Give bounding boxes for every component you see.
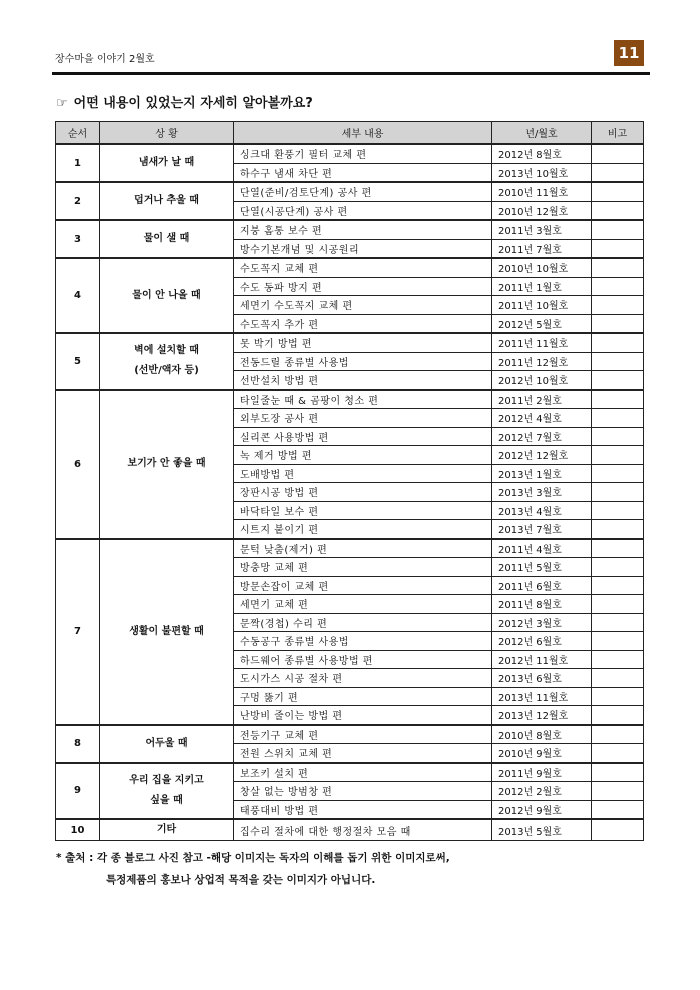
situation-cell bbox=[100, 539, 234, 725]
detail-cell: 하수구 냄새 차단 편 bbox=[234, 163, 492, 182]
issue-cell: 2012년 3월호 bbox=[492, 613, 592, 632]
table-row bbox=[56, 333, 644, 352]
issue-cell: 2012년 4월호 bbox=[492, 409, 592, 428]
detail-cell: 방수기본개념 및 시공원리 bbox=[234, 239, 492, 258]
column-header-order: 순서 bbox=[56, 122, 100, 145]
detail-cell: 도배방법 편 bbox=[234, 464, 492, 483]
issue-cell: 2011년 8월호 bbox=[492, 595, 592, 614]
issue-cell: 2012년 10월호 bbox=[492, 371, 592, 390]
situation-cell bbox=[100, 220, 234, 258]
order-cell: 7 bbox=[56, 539, 100, 725]
remarks-cell bbox=[592, 520, 644, 539]
situation-line: 덥거나 추울 때 bbox=[134, 195, 199, 206]
remarks-cell bbox=[592, 763, 644, 782]
remarks-cell bbox=[592, 744, 644, 763]
order-cell: 10 bbox=[56, 819, 100, 841]
issue-cell: 2010년 8월호 bbox=[492, 725, 592, 744]
remarks-cell bbox=[592, 314, 644, 333]
detail-cell: 하드웨어 종류별 사용방법 편 bbox=[234, 650, 492, 669]
detail-cell: 단열(시공단계) 공사 편 bbox=[234, 201, 492, 220]
remarks-cell bbox=[592, 239, 644, 258]
table-group bbox=[56, 539, 644, 725]
issue-cell: 2013년 10월호 bbox=[492, 163, 592, 182]
issue-cell: 2013년 12월호 bbox=[492, 706, 592, 725]
issue-cell: 2010년 12월호 bbox=[492, 201, 592, 220]
remarks-cell bbox=[592, 613, 644, 632]
remarks-cell bbox=[592, 632, 644, 651]
detail-cell: 전등기구 교체 편 bbox=[234, 725, 492, 744]
situation-cell bbox=[100, 182, 234, 220]
detail-cell: 전원 스위치 교체 편 bbox=[234, 744, 492, 763]
detail-cell: 세면기 수도꼭지 교체 편 bbox=[234, 296, 492, 315]
detail-cell: 타일줄눈 때 & 곰팡이 청소 편 bbox=[234, 390, 492, 409]
remarks-cell bbox=[592, 687, 644, 706]
remarks-cell bbox=[592, 819, 644, 841]
order-cell: 5 bbox=[56, 333, 100, 390]
detail-cell: 창살 없는 방범창 편 bbox=[234, 782, 492, 801]
table-row bbox=[56, 182, 644, 201]
remarks-cell bbox=[592, 220, 644, 239]
column-header-remarks: 비고 bbox=[592, 122, 644, 145]
situation-line: 물이 샐 때 bbox=[143, 233, 190, 244]
remarks-cell bbox=[592, 483, 644, 502]
issue-cell: 2013년 1월호 bbox=[492, 464, 592, 483]
situation-cell bbox=[100, 333, 234, 390]
remarks-cell bbox=[592, 352, 644, 371]
remarks-cell bbox=[592, 558, 644, 577]
page-number: 11 bbox=[614, 40, 644, 66]
table-group bbox=[56, 220, 644, 258]
issue-cell: 2011년 9월호 bbox=[492, 763, 592, 782]
remarks-cell bbox=[592, 371, 644, 390]
remarks-cell bbox=[592, 576, 644, 595]
detail-cell: 세면기 교체 편 bbox=[234, 595, 492, 614]
detail-cell: 지붕 홈통 보수 편 bbox=[234, 220, 492, 239]
issue-cell: 2010년 10월호 bbox=[492, 258, 592, 277]
remarks-cell bbox=[592, 333, 644, 352]
issue-cell: 2011년 7월호 bbox=[492, 239, 592, 258]
situation-cell bbox=[100, 144, 234, 182]
remarks-cell bbox=[592, 800, 644, 819]
source-note bbox=[56, 847, 450, 891]
header-rule bbox=[52, 72, 650, 75]
remarks-cell bbox=[592, 277, 644, 296]
source-note-line-2: 특정제품의 홍보나 상업적 목적을 갖는 이미지가 아닙니다. bbox=[106, 874, 376, 886]
issue-cell: 2013년 6월호 bbox=[492, 669, 592, 688]
detail-cell: 방충망 교체 편 bbox=[234, 558, 492, 577]
source-note-line-1: * 출처 : 각 종 블로그 사진 참고 -해당 이미지는 독자의 이해를 돕기 위한 이미지로써, bbox=[56, 852, 450, 864]
remarks-cell bbox=[592, 446, 644, 465]
remarks-cell bbox=[592, 144, 644, 163]
detail-cell: 문턱 낮춤(제거) 편 bbox=[234, 539, 492, 558]
situation-cell bbox=[100, 763, 234, 820]
issue-cell: 2012년 2월호 bbox=[492, 782, 592, 801]
table-header-row bbox=[56, 122, 644, 145]
table-row bbox=[56, 220, 644, 239]
situation-line: 보기가 안 좋을 때 bbox=[127, 458, 206, 469]
situation-cell bbox=[100, 725, 234, 763]
detail-cell: 난방비 줄이는 방법 편 bbox=[234, 706, 492, 725]
situation-cell bbox=[100, 258, 234, 333]
issue-cell: 2011년 10월호 bbox=[492, 296, 592, 315]
issue-cell: 2012년 8월호 bbox=[492, 144, 592, 163]
order-cell: 1 bbox=[56, 144, 100, 182]
section-title bbox=[56, 92, 313, 111]
detail-cell: 방문손잡이 교체 편 bbox=[234, 576, 492, 595]
detail-cell: 수도꼭지 추가 편 bbox=[234, 314, 492, 333]
situation-line: 벽에 설치할 때 bbox=[134, 345, 199, 357]
issue-cell: 2012년 11월호 bbox=[492, 650, 592, 669]
issue-cell: 2012년 9월호 bbox=[492, 800, 592, 819]
situation-line: 우리 집을 지키고 bbox=[129, 774, 204, 786]
issue-cell: 2011년 5월호 bbox=[492, 558, 592, 577]
remarks-cell bbox=[592, 390, 644, 409]
detail-cell: 단열(준비/검토단계) 공사 편 bbox=[234, 182, 492, 201]
issue-cell: 2010년 11월호 bbox=[492, 182, 592, 201]
issue-cell: 2011년 2월호 bbox=[492, 390, 592, 409]
remarks-cell bbox=[592, 501, 644, 520]
issue-cell: 2013년 11월호 bbox=[492, 687, 592, 706]
table-group bbox=[56, 819, 644, 841]
situation-line: 물이 안 나올 때 bbox=[132, 289, 201, 301]
table-row bbox=[56, 819, 644, 841]
section-title-text: 어떤 내용이 있었는지 자세히 알아볼까요? bbox=[73, 96, 313, 111]
issue-cell: 2011년 12월호 bbox=[492, 352, 592, 371]
detail-cell: 외부도장 공사 편 bbox=[234, 409, 492, 428]
situation-line: 생활이 불편할 때 bbox=[129, 625, 204, 637]
remarks-cell bbox=[592, 296, 644, 315]
order-cell: 9 bbox=[56, 763, 100, 820]
detail-cell: 도시가스 시공 절차 편 bbox=[234, 669, 492, 688]
order-cell: 4 bbox=[56, 258, 100, 333]
issue-cell: 2013년 3월호 bbox=[492, 483, 592, 502]
detail-cell: 집수리 절차에 대한 행정절차 모음 때 bbox=[234, 819, 492, 841]
issue-cell: 2011년 1월호 bbox=[492, 277, 592, 296]
table-group bbox=[56, 725, 644, 763]
issue-cell: 2011년 11월호 bbox=[492, 333, 592, 352]
detail-cell: 구멍 뚫기 편 bbox=[234, 687, 492, 706]
table-row bbox=[56, 258, 644, 277]
remarks-cell bbox=[592, 650, 644, 669]
order-cell: 6 bbox=[56, 390, 100, 539]
remarks-cell bbox=[592, 595, 644, 614]
header-title: 장수마을 이야기 2월호 bbox=[55, 54, 155, 65]
detail-cell: 실리콘 사용방법 편 bbox=[234, 427, 492, 446]
remarks-cell bbox=[592, 409, 644, 428]
table-row bbox=[56, 725, 644, 744]
table-row bbox=[56, 144, 644, 163]
table-group bbox=[56, 182, 644, 220]
detail-cell: 싱크대 환풍기 필터 교체 편 bbox=[234, 144, 492, 163]
situation-line: (선반/액자 등) bbox=[134, 365, 199, 377]
remarks-cell bbox=[592, 427, 644, 446]
contents-table bbox=[55, 121, 644, 841]
issue-cell: 2011년 4월호 bbox=[492, 539, 592, 558]
detail-cell: 수도 동파 방지 편 bbox=[234, 277, 492, 296]
remarks-cell bbox=[592, 201, 644, 220]
detail-cell: 선반설치 방법 편 bbox=[234, 371, 492, 390]
detail-cell: 녹 제거 방법 편 bbox=[234, 446, 492, 465]
detail-cell: 전동드릴 종류별 사용법 bbox=[234, 352, 492, 371]
issue-cell: 2011년 3월호 bbox=[492, 220, 592, 239]
situation-line: 싶을 때 bbox=[150, 794, 183, 806]
detail-cell: 수도꼭지 교체 편 bbox=[234, 258, 492, 277]
issue-cell: 2011년 6월호 bbox=[492, 576, 592, 595]
remarks-cell bbox=[592, 539, 644, 558]
detail-cell: 문짝(경첩) 수리 편 bbox=[234, 613, 492, 632]
situation-cell bbox=[100, 819, 234, 841]
detail-cell: 시트지 붙이기 편 bbox=[234, 520, 492, 539]
issue-cell: 2013년 4월호 bbox=[492, 501, 592, 520]
pointing-hand-icon: ☞ bbox=[56, 96, 68, 111]
issue-cell: 2013년 7월호 bbox=[492, 520, 592, 539]
table-group bbox=[56, 144, 644, 182]
order-cell: 8 bbox=[56, 725, 100, 763]
detail-cell: 수동공구 종류별 사용법 bbox=[234, 632, 492, 651]
situation-cell bbox=[100, 390, 234, 539]
remarks-cell bbox=[592, 464, 644, 483]
table-group bbox=[56, 333, 644, 390]
situation-line: 기타 bbox=[156, 824, 177, 835]
issue-cell: 2012년 6월호 bbox=[492, 632, 592, 651]
issue-cell: 2012년 7월호 bbox=[492, 427, 592, 446]
issue-cell: 2010년 9월호 bbox=[492, 744, 592, 763]
order-cell: 3 bbox=[56, 220, 100, 258]
remarks-cell bbox=[592, 725, 644, 744]
issue-cell: 2012년 12월호 bbox=[492, 446, 592, 465]
situation-line: 냄새가 날 때 bbox=[138, 157, 195, 168]
detail-cell: 장판시공 방법 편 bbox=[234, 483, 492, 502]
table-group bbox=[56, 258, 644, 333]
remarks-cell bbox=[592, 706, 644, 725]
column-header-situation: 상 황 bbox=[100, 122, 234, 145]
table-row bbox=[56, 539, 644, 558]
detail-cell: 태풍대비 방법 편 bbox=[234, 800, 492, 819]
remarks-cell bbox=[592, 669, 644, 688]
issue-cell: 2012년 5월호 bbox=[492, 314, 592, 333]
detail-cell: 바닥타일 보수 편 bbox=[234, 501, 492, 520]
remarks-cell bbox=[592, 182, 644, 201]
table-group bbox=[56, 763, 644, 820]
order-cell: 2 bbox=[56, 182, 100, 220]
remarks-cell bbox=[592, 782, 644, 801]
table-row bbox=[56, 390, 644, 409]
issue-cell: 2013년 5월호 bbox=[492, 819, 592, 841]
column-header-issue: 년/월호 bbox=[492, 122, 592, 145]
remarks-cell bbox=[592, 258, 644, 277]
situation-line: 어두울 때 bbox=[145, 737, 188, 749]
table-row bbox=[56, 763, 644, 782]
column-header-detail: 세부 내용 bbox=[234, 122, 492, 145]
table-group bbox=[56, 390, 644, 539]
detail-cell: 못 박기 방법 편 bbox=[234, 333, 492, 352]
detail-cell: 보조키 설치 편 bbox=[234, 763, 492, 782]
remarks-cell bbox=[592, 163, 644, 182]
